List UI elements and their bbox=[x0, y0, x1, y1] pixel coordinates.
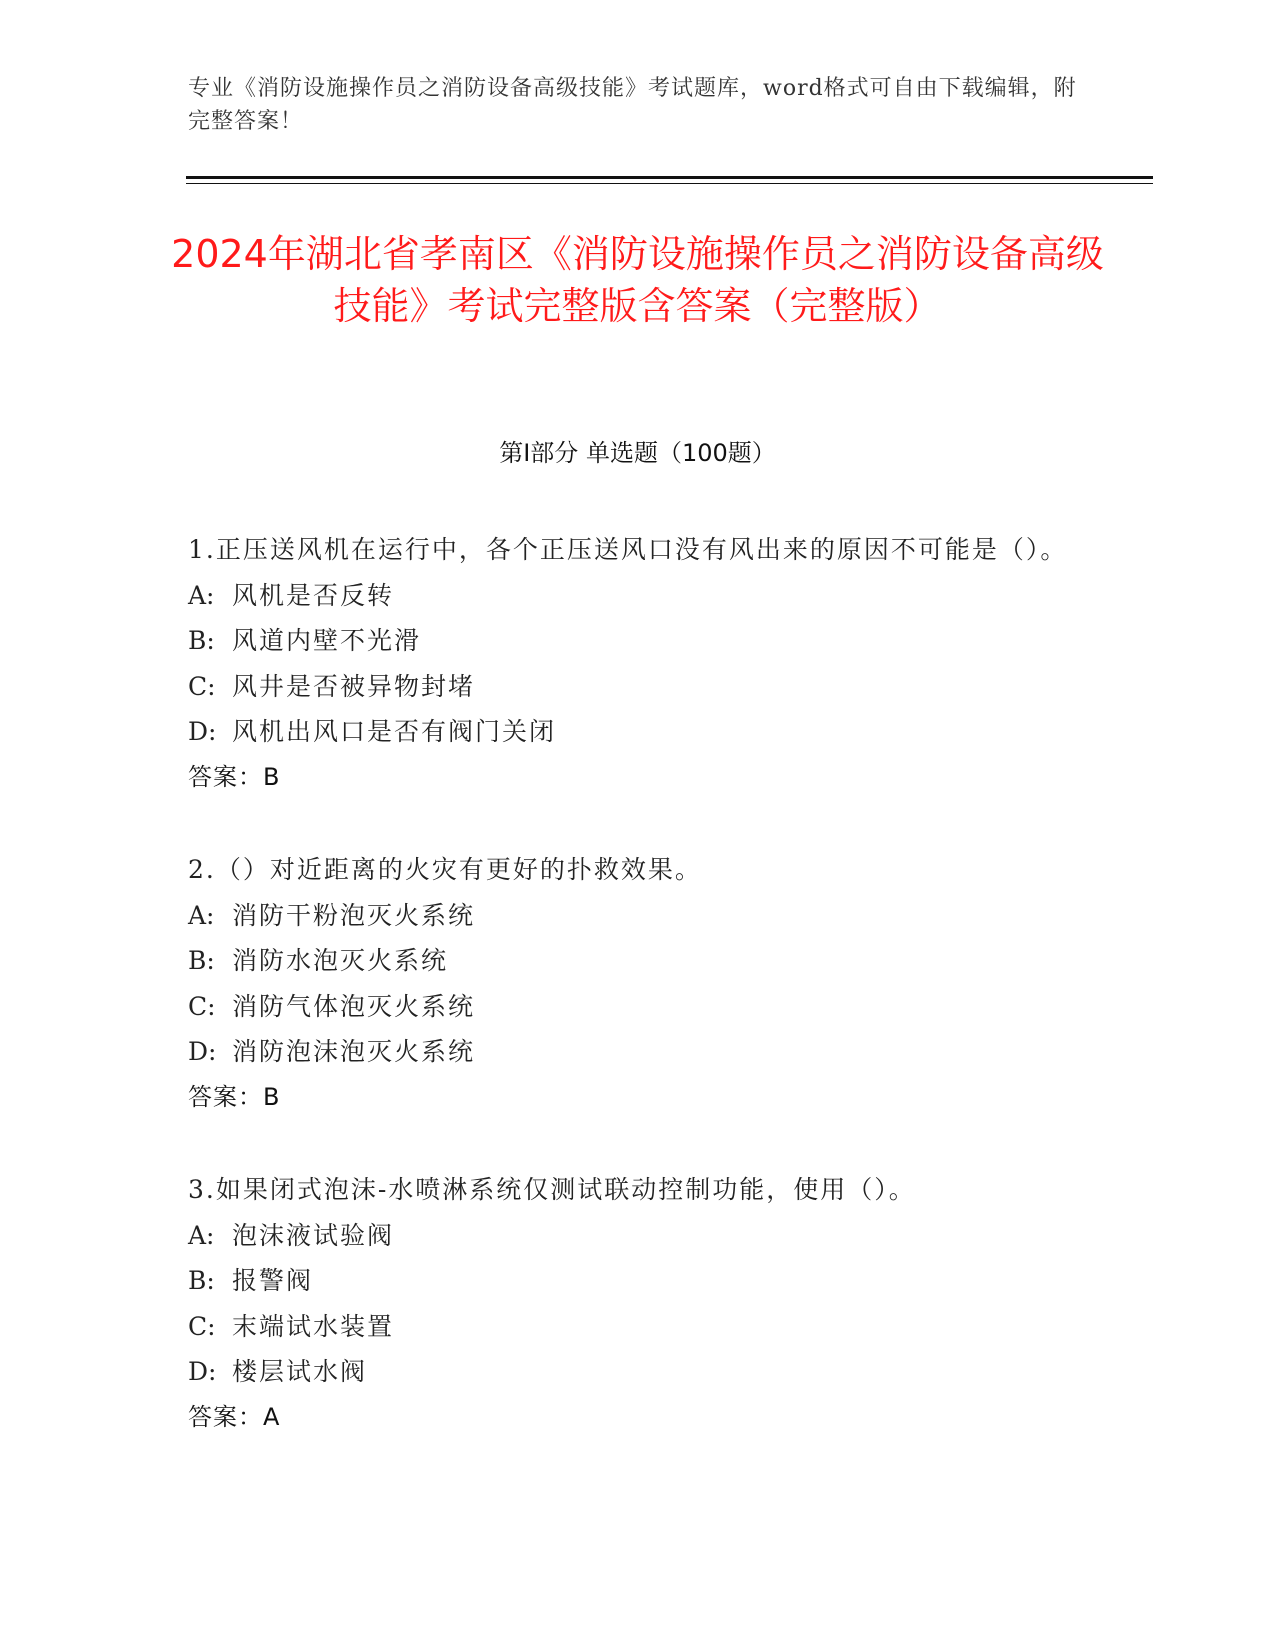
option-letter: A: bbox=[188, 580, 215, 610]
question-stem: 1.正压送风机在运行中，各个正压送风口没有风出来的原因不可能是（）。 bbox=[188, 535, 1068, 564]
section-heading: 第I部分 单选题（100题） bbox=[499, 439, 776, 467]
option-d bbox=[188, 1029, 1088, 1075]
option-text: 消防泡沫泡灭火系统 bbox=[232, 1037, 476, 1066]
question-1 bbox=[188, 527, 1088, 800]
option-text: 楼层试水阀 bbox=[232, 1357, 368, 1386]
option-text: 消防气体泡灭火系统 bbox=[232, 991, 476, 1021]
answer-line: 答案：B bbox=[188, 1082, 281, 1111]
option-text: 泡沫液试验阀 bbox=[232, 1220, 395, 1250]
option-text: 风道内壁不光滑 bbox=[232, 626, 422, 655]
option-text: 消防干粉泡灭火系统 bbox=[232, 900, 476, 930]
question-2 bbox=[188, 847, 1088, 1120]
option-c bbox=[188, 984, 1088, 1030]
option-a bbox=[188, 893, 1088, 939]
option-letter: C: bbox=[188, 1311, 216, 1341]
option-letter: B: bbox=[188, 626, 215, 655]
option-letter: D: bbox=[188, 1037, 217, 1066]
header-divider-thick bbox=[186, 176, 1153, 179]
question-3 bbox=[188, 1167, 1088, 1440]
option-d bbox=[188, 709, 1088, 755]
answer-line: 答案：B bbox=[188, 762, 281, 791]
option-b bbox=[188, 618, 1088, 664]
option-d bbox=[188, 1349, 1088, 1395]
option-text: 消防水泡灭火系统 bbox=[232, 946, 449, 975]
option-letter: D: bbox=[188, 1357, 217, 1386]
option-letter: A: bbox=[188, 900, 215, 930]
option-text: 风井是否被异物封堵 bbox=[232, 671, 476, 701]
document-title: 2024年湖北省孝南区《消防设施操作员之消防设备高级技能》考试完整版含答案（完整版） bbox=[171, 232, 1104, 328]
option-text: 报警阀 bbox=[232, 1266, 314, 1295]
option-b bbox=[188, 1258, 1088, 1304]
option-text: 风机是否反转 bbox=[232, 580, 395, 610]
answer-line: 答案：A bbox=[188, 1402, 281, 1431]
option-letter: B: bbox=[188, 1266, 215, 1295]
header-note: 专业《消防设施操作员之消防设备高级技能》考试题库，word格式可自由下载编辑，附完整答案！ bbox=[188, 76, 1077, 134]
option-a bbox=[188, 573, 1088, 619]
option-b bbox=[188, 938, 1088, 984]
option-letter: D: bbox=[188, 717, 217, 746]
option-letter: C: bbox=[188, 991, 216, 1021]
option-text: 风机出风口是否有阀门关闭 bbox=[232, 717, 557, 746]
option-c bbox=[188, 664, 1088, 710]
option-text: 末端试水装置 bbox=[232, 1311, 395, 1341]
question-list bbox=[188, 527, 1088, 1487]
question-stem: 2.（）对近距离的火灾有更好的扑救效果。 bbox=[188, 855, 702, 884]
option-c bbox=[188, 1304, 1088, 1350]
header-divider-thin bbox=[186, 183, 1153, 184]
option-letter: C: bbox=[188, 671, 216, 701]
question-stem: 3.如果闭式泡沫-水喷淋系统仅测试联动控制功能，使用（）。 bbox=[188, 1175, 916, 1204]
option-a bbox=[188, 1213, 1088, 1259]
option-letter: A: bbox=[188, 1220, 215, 1250]
option-letter: B: bbox=[188, 946, 215, 975]
